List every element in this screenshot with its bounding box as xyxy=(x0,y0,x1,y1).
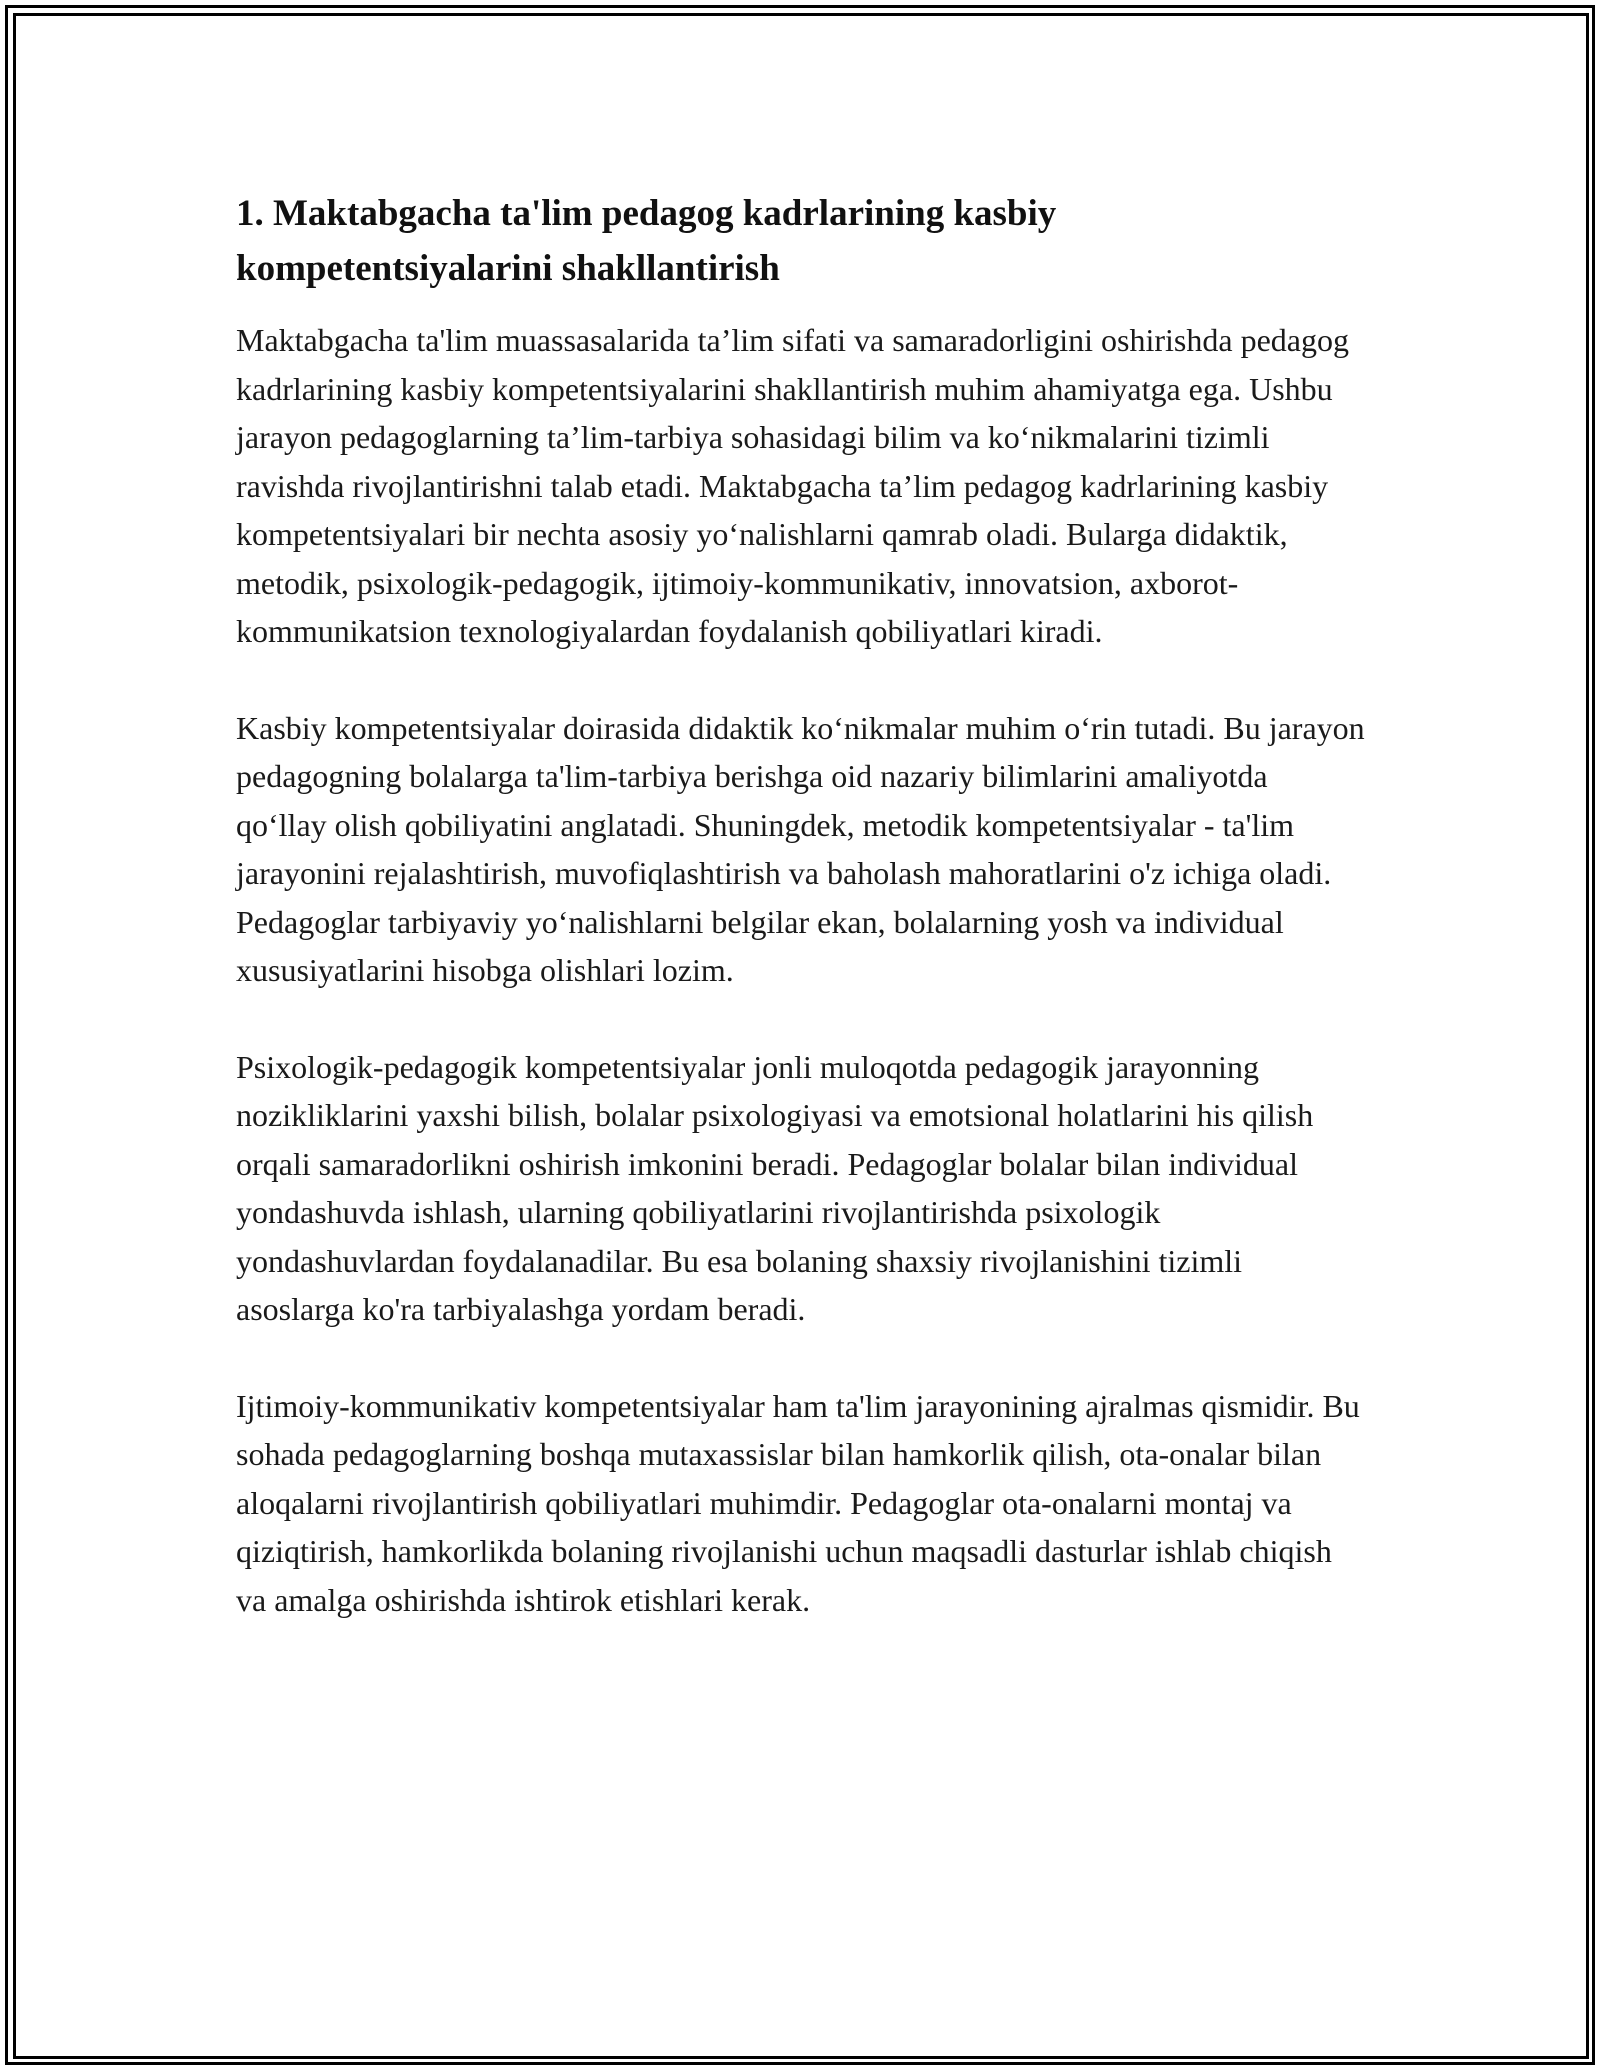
paragraph-3: Psixologik-pedagogik kompetentsiyalar jonli muloqotda pedagogik jarayonning nozikliklarini yaxshi bilish, bolalar psixologiyasi va emotsional holatlarini his qilish orqali samaradorlikni oshirish imkonini beradi. Pedagoglar bolalar bilan individual yondashuvda ishlash, ularning qobiliyatlarini rivojlantirishda psixologik yondashuvlardan foydalanadilar. Bu esa bolaning shaxsiy rivojlanishini tizimli asoslarga ko'ra tarbiyalashga yordam beradi. xyxy=(236,1048,1314,1327)
paragraph-2: Kasbiy kompetentsiyalar doirasida didaktik ko‘nikmalar muhim o‘rin tutadi. Bu jarayon pedagogning bolalarga ta'lim-tarbiya berishga oid nazariy bilimlarini amaliyotda qo‘llay olish qobiliyatini anglatadi. Shuningdek, metodik kompetentsiyalar - ta'lim jarayonini rejalashtirish, muvofiqlashtirish va baholash mahoratlarini o'z ichiga oladi. Pedagoglar tarbiyaviy yo‘nalishlarni belgilar ekan, bolalarning yosh va individual xususiyatlarini hisobga olishlari lozim. xyxy=(236,709,1365,988)
document-body xyxy=(236,186,1366,1672)
paragraph-1: Maktabgacha ta'lim muassasalarida ta’lim sifati va samaradorligini oshirishda pedagog kadrlarining kasbiy kompetentsiyalarini shakllantirish muhim ahamiyatga ega. Ushbu jarayon pedagoglarning ta’lim-tarbiya sohasidagi bilim va ko‘nikmalarini tizimli ravishda rivojlantirishni talab etadi. Maktabgacha ta’lim pedagog kadrlarining kasbiy kompetentsiyalari bir nechta asosiy yo‘nalishlarni qamrab oladi. Bularga didaktik, metodik, psixologik-pedagogik, ijtimoiy-kommunikativ, innovatsion, axborot-kommunikatsion texnologiyalardan foydalanish qobiliyatlari kiradi. xyxy=(236,322,1349,649)
section-title: 1. Maktabgacha ta'lim pedagog kadrlarining kasbiy kompetentsiyalarini shakllantirish xyxy=(236,193,1057,289)
paragraph-4: Ijtimoiy-kommunikativ kompetentsiyalar ham ta'lim jarayonining ajralmas qismidir. Bu sohada pedagoglarning boshqa mutaxassislar bilan hamkorlik qilish, ota-onalar bilan aloqalarni rivojlantirish qobiliyatlari muhimdir. Pedagoglar ota-onalarni montaj va qiziqtirish, hamkorlikda bolaning rivojlanishi uchun maqsadli dasturlar ishlab chiqish va amalga oshirishda ishtirok etishlari kerak. xyxy=(236,1387,1360,1618)
